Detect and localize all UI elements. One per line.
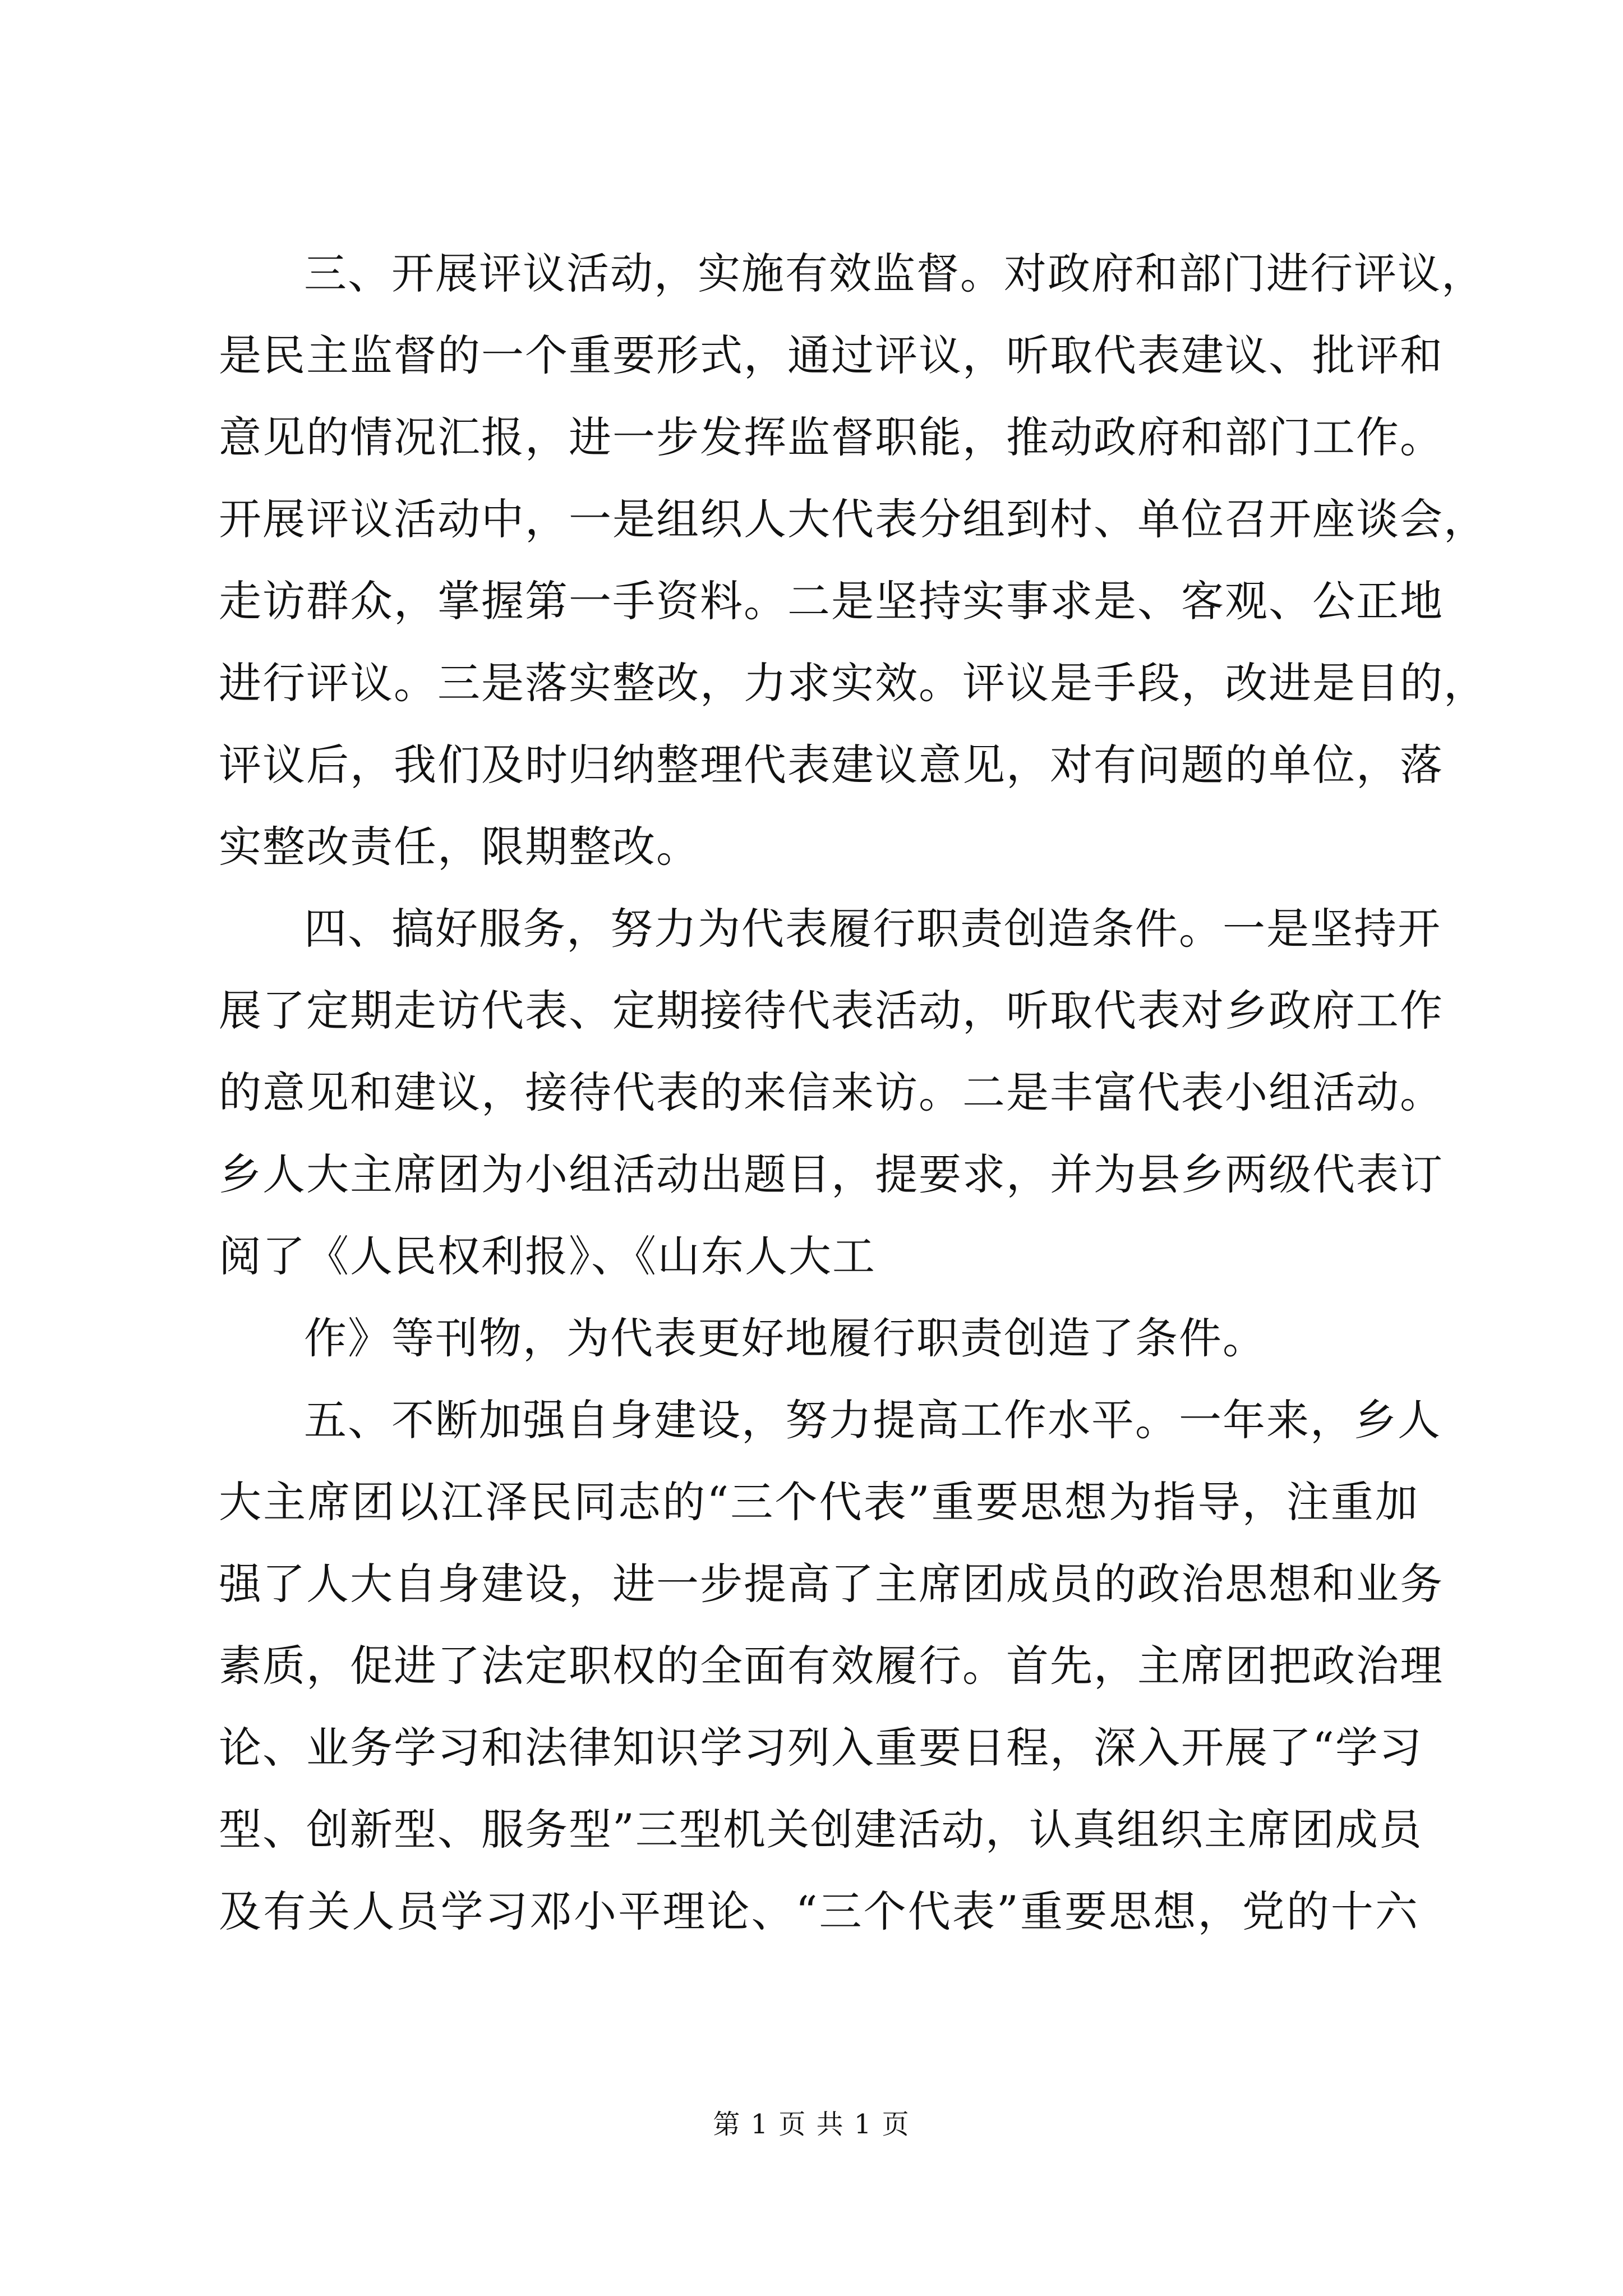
paragraph-5-line-4: 素质，促进了法定职权的全面有效履行。首先，主席团把政治理 bbox=[219, 1641, 1444, 1691]
paragraph-3-line-3: 意见的情况汇报，进一步发挥监督职能，推动政府和部门工作。 bbox=[219, 412, 1444, 462]
paragraph-3-line-6: 进行评议。三是落实整改，力求实效。评议是手段，改进是目的， bbox=[219, 658, 1487, 708]
paragraph-5-line-1: 五、不断加强自身建设，努力提高工作水平。一年来，乡人 bbox=[304, 1395, 1441, 1445]
body-text bbox=[219, 233, 1487, 1953]
paragraph-5-line-7: 及有关人员学习邓小平理论、“三个代表”重要思想，党的十六 bbox=[219, 1887, 1419, 1936]
paragraph-4-line-1: 四、搞好服务，努力为代表履行职责创造条件。一是坚持开 bbox=[304, 904, 1441, 954]
paragraph-3-line-7: 评议后，我们及时归纳整理代表建议意见，对有问题的单位，落 bbox=[219, 740, 1444, 790]
paragraph-4-line-3: 的意见和建议，接待代表的来信来访。二是丰富代表小组活动。 bbox=[219, 1068, 1444, 1117]
paragraph-3-line-4: 开展评议活动中，一是组织人大代表分组到村、单位召开座谈会， bbox=[219, 494, 1487, 544]
paragraph-4-continuation: 作》等刊物，为代表更好地履行职责创造了条件。 bbox=[304, 1313, 1266, 1363]
paragraph-3-line-8: 实整改责任，限期整改。 bbox=[219, 822, 700, 872]
paragraph-5-line-5: 论、业务学习和法律知识学习列入重要日程，深入开展了“学习 bbox=[219, 1723, 1423, 1773]
paragraph-4-line-4: 乡人大主席团为小组活动出题目，提要求，并为县乡两级代表订 bbox=[219, 1149, 1444, 1199]
paragraph-5-line-3: 强了人大自身建设，进一步提高了主席团成员的政治思想和业务 bbox=[219, 1559, 1444, 1609]
paragraph-4-line-2: 展了定期走访代表、定期接待代表活动，听取代表对乡政府工作 bbox=[219, 986, 1444, 1036]
page-footer: 第 1 页 共 1 页 bbox=[713, 2109, 910, 2140]
paragraph-3-line-2: 是民主监督的一个重要形式，通过评议，听取代表建议、批评和 bbox=[219, 330, 1444, 380]
paragraph-5-line-2: 大主席团以江泽民同志的“三个代表”重要思想为指导，注重加 bbox=[219, 1477, 1419, 1527]
paragraph-4-line-5: 阅了《人民权利报》、《山东人大工 bbox=[219, 1231, 876, 1281]
paragraph-3-line-5: 走访群众，掌握第一手资料。二是坚持实事求是、客观、公正地 bbox=[219, 576, 1444, 626]
paragraph-5-line-6: 型、创新型、服务型”三型机关创建活动，认真组织主席团成员 bbox=[219, 1805, 1423, 1855]
paragraph-3-line-1: 三、开展评议活动，实施有效监督。对政府和部门进行评议， bbox=[304, 249, 1485, 298]
